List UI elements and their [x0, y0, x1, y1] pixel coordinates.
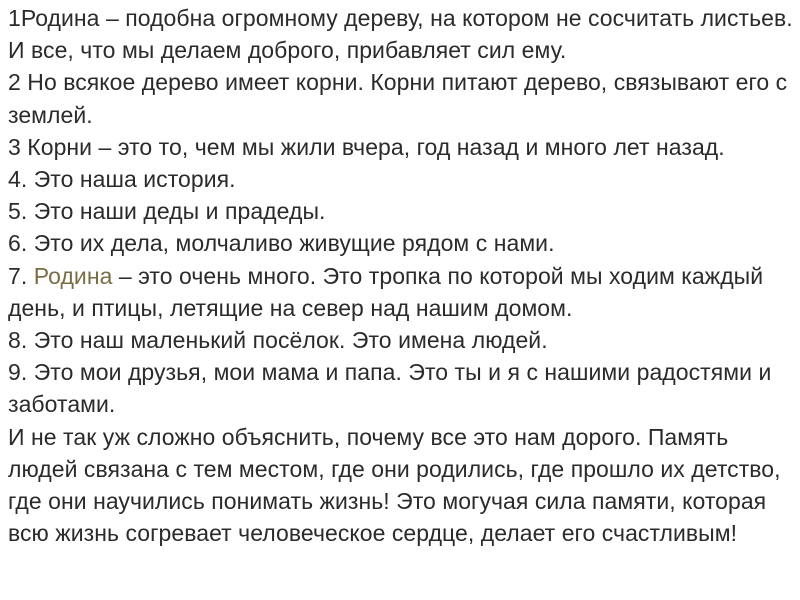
paragraph-6: 6. Это их дела, молчаливо живущие рядом с нами.: [8, 230, 555, 257]
paragraph-5: 5. Это наши деды и прадеды.: [8, 198, 326, 225]
closing-paragraph: И не так уж сложно объяснить, почему все это нам дорого. Память людей связана с тем местом, где они родились, где прошло их детство, где они научились понимать жизнь! Это могучая сила памяти, которая всю жизнь согревает человеческое сердце, делает его счастливым!: [8, 423, 781, 547]
paragraph-7-text: – это очень много. Это тропка по которой мы ходим каждый день, и птицы, летящие на север над нашим домом.: [8, 262, 764, 321]
highlighted-word: Родина: [33, 262, 113, 289]
paragraph-2: 2 Но всякое дерево имеет корни. Корни питают дерево, связывают его с землей.: [8, 69, 788, 128]
paragraph-9: 9. Это мои друзья, мои мама и папа. Это ты и я с нашими радостями и заботами.: [8, 359, 772, 418]
paragraph-7-prefix: 7.: [8, 262, 34, 289]
paragraph-7: [8, 260, 798, 324]
paragraph-1: 1Родина – подобна огромному дереву, на котором не сосчитать листьев. И все, что мы делаем доброго, прибавляет сил ему.: [8, 5, 793, 64]
paragraph-3: 3 Корни – это то, чем мы жили вчера, год назад и много лет назад.: [8, 133, 725, 160]
paragraph-8: 8. Это наш маленький посёлок. Это имена людей.: [8, 327, 548, 354]
paragraph-4: 4. Это наша история.: [8, 166, 236, 193]
text-body: [8, 2, 798, 549]
